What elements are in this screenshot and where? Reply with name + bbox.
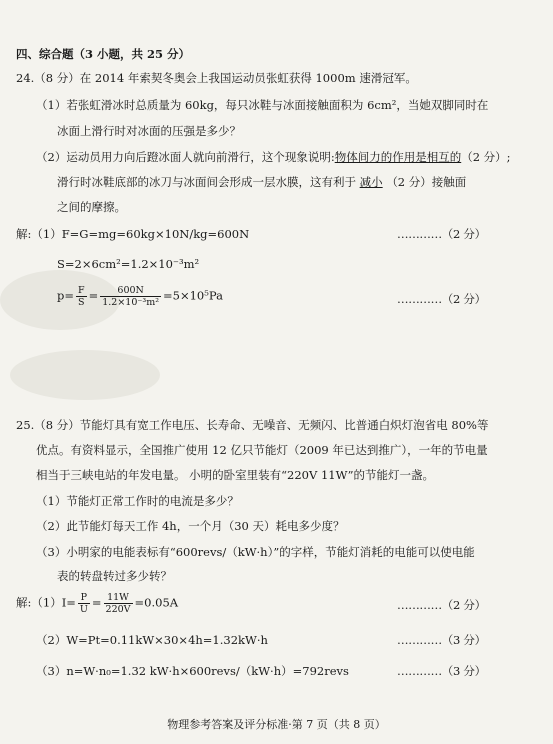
equals-sign: = <box>88 288 99 303</box>
frac-numerator: 11W <box>104 592 133 604</box>
q24-part2-line1 <box>36 149 511 165</box>
sol25-score1: …………（2 分） <box>397 598 486 612</box>
q25-stem-line2: 优点。有资料显示，全国推广使用 12 亿只节能灯（2009 年已达到推广），一年的节电量 <box>36 443 488 457</box>
q24-answer-1: 物体间力的作用是相互的 <box>334 150 462 164</box>
frac-numerator: 600N <box>100 285 161 297</box>
sol24-score2: …………（2 分） <box>397 292 486 306</box>
sol25-current <box>16 592 178 615</box>
sol24-area: S=2×6cm²=1.2×10⁻³m² <box>57 257 200 271</box>
q25-part1: （1）节能灯正常工作时的电流是多少？ <box>36 494 239 508</box>
frac-numerator: F <box>78 285 85 296</box>
q24-part2-line2 <box>57 174 466 190</box>
q24-score: （2 分）接触面 <box>386 175 467 189</box>
q24-answer-2: 减小 <box>359 175 383 189</box>
sol24-result: =5×10⁵Pa <box>163 288 223 303</box>
sol25-score2: …………（3 分） <box>397 633 486 647</box>
frac-numerator: P <box>78 592 90 604</box>
sol25-energy: （2）W=Pt=0.11kW×30×4h=1.32kW·h <box>36 633 268 647</box>
section-title: 四、综合题（3 小题，共 25 分） <box>16 47 191 61</box>
sol25-fraction-2 <box>104 592 133 615</box>
q25-part3-line2: 表的转盘转过多少转？ <box>57 569 172 583</box>
sol25-revs: （3）n=W·n₀=1.32 kW·h×600revs/（kW·h）=792revs <box>36 664 349 678</box>
sol24-fraction-2 <box>100 285 161 308</box>
q24-part1-line1: （1）若张虹滑冰时总质量为 60kg，每只冰鞋与冰面接触面积为 6cm²，当她双脚同时在 <box>36 98 489 112</box>
q24-part2-line3: 之间的摩擦。 <box>57 200 126 214</box>
q24-score: （2 分）; <box>461 150 511 164</box>
scan-smear <box>10 350 160 400</box>
equals-sign: = <box>91 595 102 610</box>
q24-part1-line2: 冰面上滑行时对冰面的压强是多少？ <box>57 124 241 138</box>
q25-stem-line3: 相当于三峡电站的年发电量。 小明的卧室里装有“220V 11W”的节能灯一盏。 <box>36 468 434 482</box>
page-footer: 物理参考答案及评分标准·第 7 页（共 8 页） <box>167 718 386 731</box>
sol24-fraction-1 <box>76 285 87 308</box>
q24-part2-text: 滑行时冰鞋底部的冰刀与冰面间会形成一层水膜，这有利于 <box>57 175 356 189</box>
sol24-pressure <box>57 285 223 308</box>
sol25-fraction-1 <box>78 592 90 615</box>
frac-denominator: S <box>78 297 85 308</box>
sol25-score3: …………（3 分） <box>397 664 486 678</box>
sol25-label: 解:（1）I= <box>16 595 76 610</box>
q25-stem-line1: 25.（8 分）节能灯具有宽工作电压、长寿命、无噪音、无频闪、比普通白炽灯泡省电 80%等 <box>16 418 489 432</box>
frac-denominator: U <box>79 604 88 615</box>
q25-part3-line1: （3）小明家的电能表标有“600revs/（kW·h）”的字样，节能灯消耗的电能可以使电能 <box>36 545 475 559</box>
q24-stem: 24.（8 分）在 2014 年索契冬奥会上我国运动员张虹获得 1000m 速滑冠军。 <box>16 71 417 85</box>
sol25-result: =0.05A <box>134 595 179 610</box>
sol24-line1: 解:（1）F=G=mg=60kg×10N/kg=600N <box>16 227 250 241</box>
frac-denominator: 220V <box>105 604 131 615</box>
sol24-score1: …………（2 分） <box>397 227 486 241</box>
q24-part2-text: （2）运动员用力向后蹬冰面人就向前滑行，这个现象说明: <box>36 150 335 164</box>
frac-denominator: 1.2×10⁻³m² <box>102 297 160 308</box>
sol24-p-label: p= <box>57 288 74 303</box>
q25-part2: （2）此节能灯每天工作 4h，一个月（30 天）耗电多少度？ <box>36 519 345 533</box>
